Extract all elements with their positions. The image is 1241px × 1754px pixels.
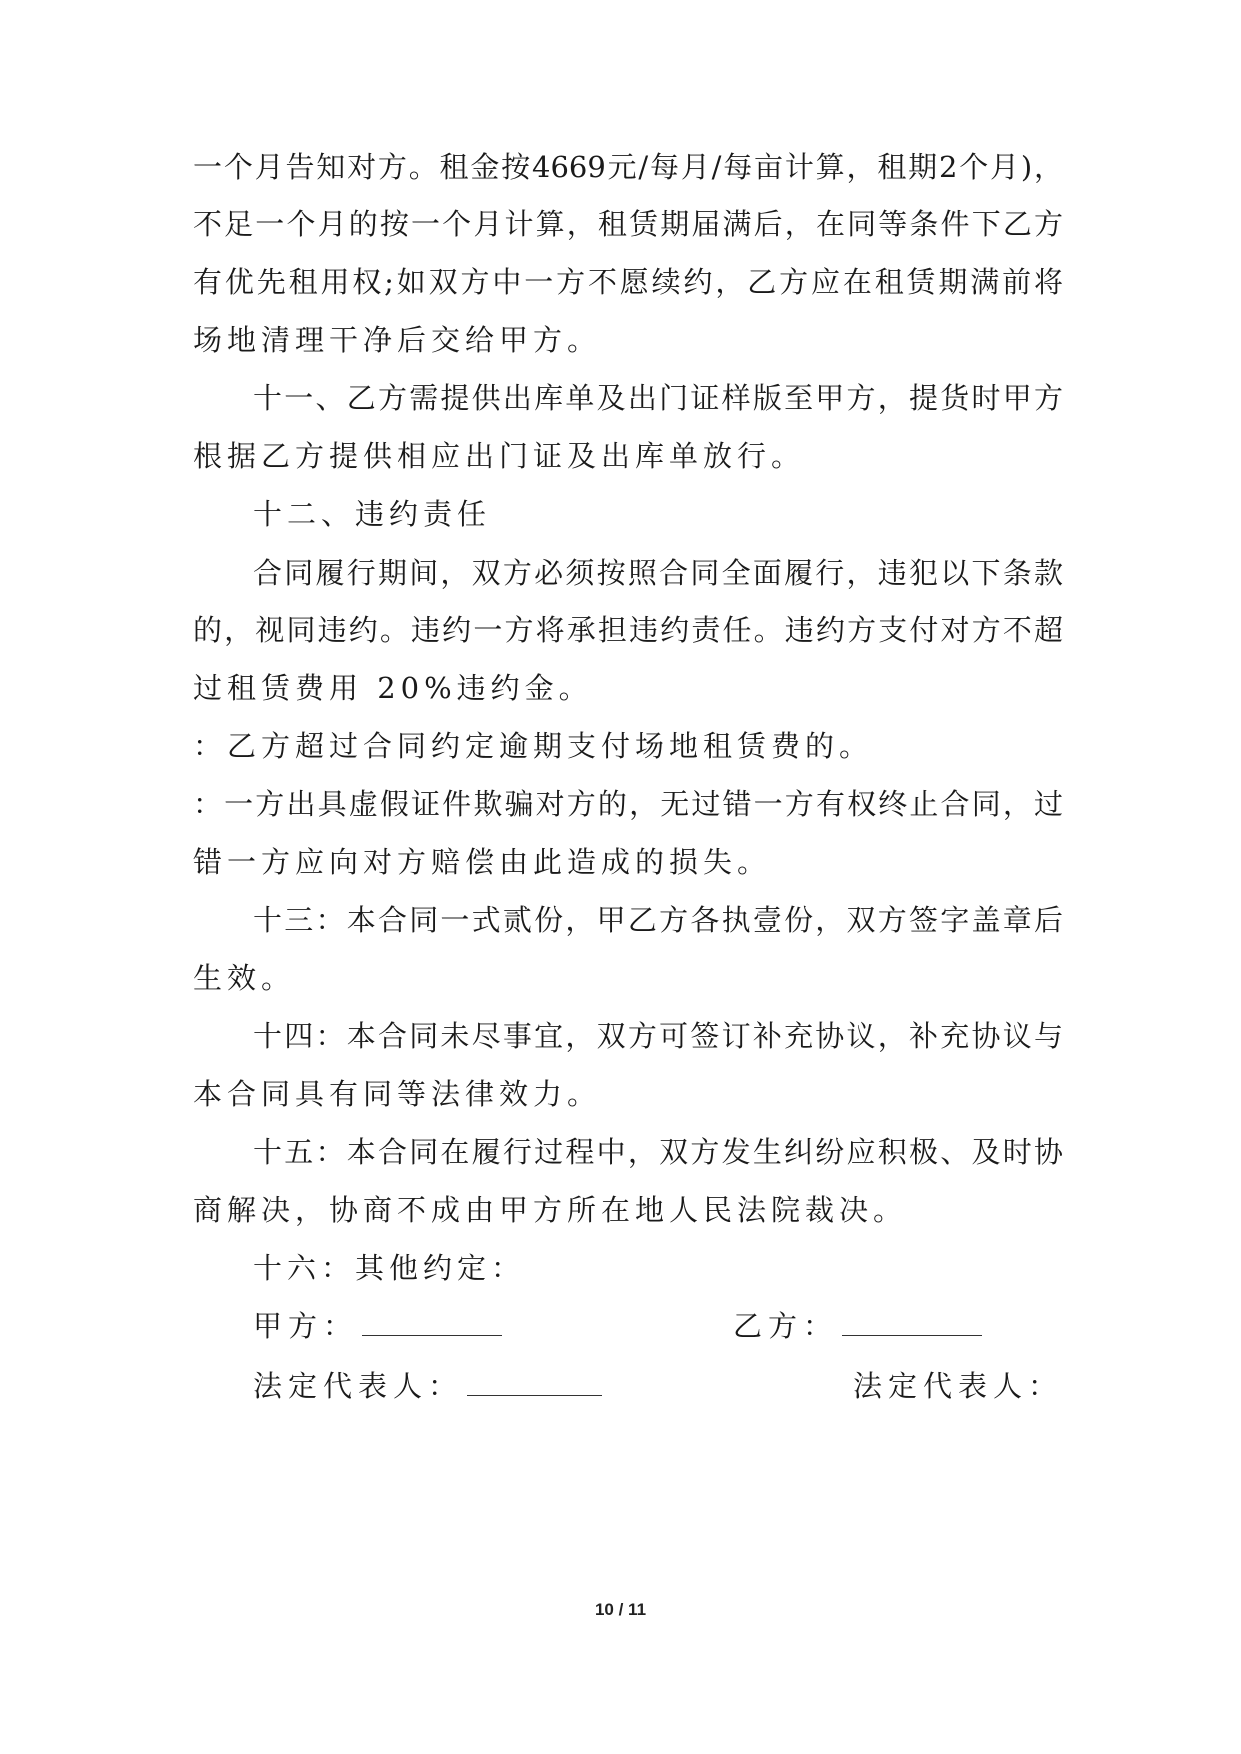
party-b-label: 乙方：: [733, 1309, 839, 1343]
text-line: 合同履行期间，双方必须按照合同全面履行，违犯以下条款: [253, 556, 1063, 590]
clause-12-heading: 十二、违约责任: [253, 497, 492, 531]
clause-15-line: 十五：本合同在履行过程中，双方发生纠纷应积极、及时协: [253, 1135, 1063, 1169]
rep-a-signature: [253, 1366, 602, 1406]
page-number: 10 / 11: [594, 1600, 647, 1619]
text-line: 场地清理干净后交给甲方。: [193, 323, 602, 357]
text-line: 过租赁费用 20%违约金。: [193, 671, 593, 705]
text-line: 根据乙方提供相应出门证及出库单放行。: [193, 439, 806, 473]
party-b-blank[interactable]: [842, 1307, 982, 1336]
text-line: 的，视同违约。违约一方将承担违约责任。违约方支付对方不超: [193, 613, 1063, 647]
text-line: 错一方应向对方赔偿由此造成的损失。: [193, 845, 772, 879]
breach-item-2: ：一方出具虚假证件欺骗对方的，无过错一方有权终止合同，过: [193, 787, 1063, 821]
text-line: 本合同具有同等法律效力。: [193, 1077, 602, 1111]
clause-14-line: 十四：本合同未尽事宜，双方可签订补充协议，补充协议与: [253, 1019, 1063, 1053]
party-a-label: 甲方：: [253, 1309, 359, 1343]
clause-16-line: 十六：其他约定：: [253, 1251, 526, 1285]
rep-b-label: 法定代表人：: [853, 1369, 1064, 1403]
breach-item-1: ：乙方超过合同约定逾期支付场地租赁费的。: [193, 729, 874, 763]
party-b-signature: [733, 1306, 982, 1346]
rep-a-label: 法定代表人：: [253, 1369, 464, 1403]
clause-11-line: 十一、乙方需提供出库单及出门证样版至甲方，提货时甲方: [253, 381, 1063, 415]
party-a-signature: [253, 1306, 502, 1346]
rep-a-blank[interactable]: [467, 1367, 602, 1396]
text-line: 一个月告知对方。租金按4669元/每月/每亩计算，租期2个月)，: [193, 150, 1063, 184]
text-line: 不足一个月的按一个月计算，租赁期届满后，在同等条件下乙方: [193, 207, 1063, 241]
party-a-blank[interactable]: [362, 1307, 502, 1336]
rep-b-signature: [853, 1366, 1063, 1406]
text-line: 生效。: [193, 961, 296, 995]
text-line: 商解决，协商不成由甲方所在地人民法院裁决。: [193, 1193, 908, 1227]
clause-13-line: 十三：本合同一式贰份，甲乙方各执壹份，双方签字盖章后: [253, 903, 1063, 937]
text-line: 有优先租用权;如双方中一方不愿续约，乙方应在租赁期满前将: [193, 265, 1063, 299]
